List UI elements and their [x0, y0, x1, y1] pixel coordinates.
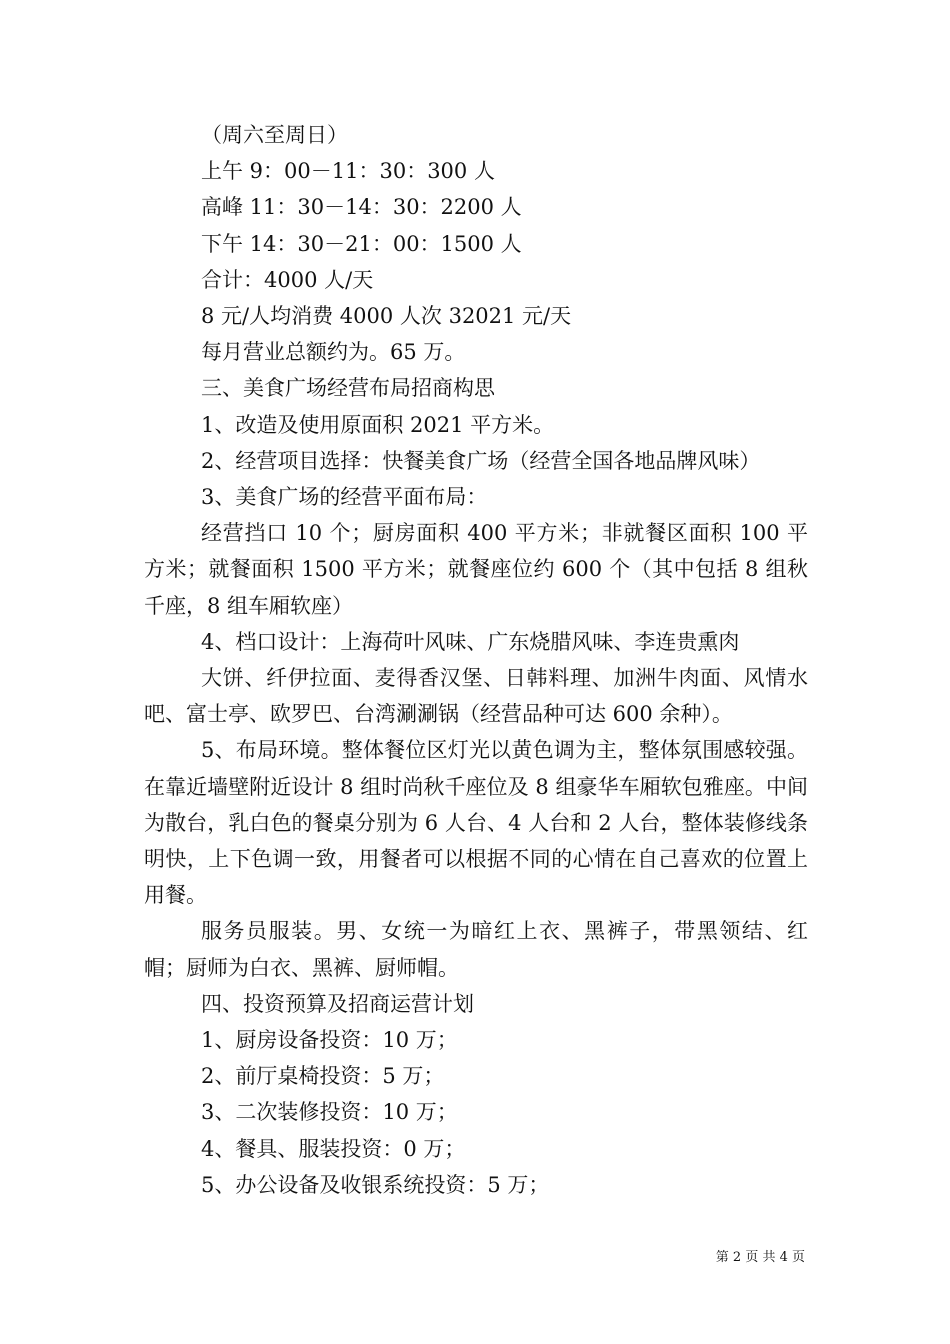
text-line: 下午 14：30－21：00：1500 人: [201, 231, 522, 256]
text-line: 合计：4000 人/天: [201, 267, 374, 292]
text-line: 高峰 11：30－14：30：2200 人: [201, 195, 522, 220]
text-line: 2、前厅桌椅投资：5 万；: [201, 1064, 445, 1089]
paragraph-environment: 5、布局环境。整体餐位区灯光以黄色调为主，整体氛围感较强。在靠近墙壁附近设计 8 组时尚秋千座位及 8 组豪华车厢软包雅座。中间为散台，乳白色的餐桌分别为 6 人台、4 人台和 2 人台，整体装修线条明快，上下色调一致，用餐者可以根据不同的心情在自己喜欢的位置上用餐。: [144, 738, 808, 908]
paragraph-uniform: 服务员服装。男、女统一为暗红上衣、黑裤子，带黑领结、红帽；厨师为白衣、黑裤、厨师帽。: [144, 919, 808, 980]
text-line: 1、厨房设备投资：10 万；: [201, 1028, 458, 1053]
document-body: [144, 117, 808, 1203]
text-line: 4、餐具、服装投资：0 万；: [201, 1136, 466, 1161]
paragraph-stalls: 大饼、纤伊拉面、麦得香汉堡、日韩料理、加洲牛肉面、风情水吧、富士亭、欧罗巴、台湾涮涮锅（经营品种可达 600 余种）。: [144, 666, 808, 727]
text-line: （周六至周日）: [201, 123, 348, 147]
section-heading: 三、美食广场经营布局招商构思: [201, 376, 495, 401]
section-heading: 四、投资预算及招商运营计划: [201, 991, 474, 1016]
text-line: 3、美食广场的经营平面布局：: [201, 485, 488, 510]
text-line: 每月营业总额约为。65 万。: [201, 340, 466, 365]
paragraph-layout: 经营挡口 10 个；厨房面积 400 平方米；非就餐区面积 100 平方米；就餐面积 1500 平方米；就餐座位约 600 个（其中包括 8 组秋千座，8 组车厢软座）: [144, 521, 808, 618]
text-line: 8 元/人均消费 4000 人次 32021 元/天: [201, 304, 572, 329]
text-line: 5、办公设备及收银系统投资：5 万；: [201, 1172, 550, 1197]
text-line: 3、二次装修投资：10 万；: [201, 1100, 458, 1125]
text-line: 2、经营项目选择：快餐美食广场（经营全国各地品牌风味）: [201, 448, 761, 473]
text-line: 1、改造及使用原面积 2021 平方米。: [201, 412, 555, 437]
text-line: 4、档口设计：上海荷叶风味、广东烧腊风味、李连贵熏肉: [201, 629, 740, 654]
page-footer: 第 2 页 共 4 页: [715, 1250, 805, 1265]
text-line: 上午 9：00－11：30：300 人: [201, 159, 495, 184]
